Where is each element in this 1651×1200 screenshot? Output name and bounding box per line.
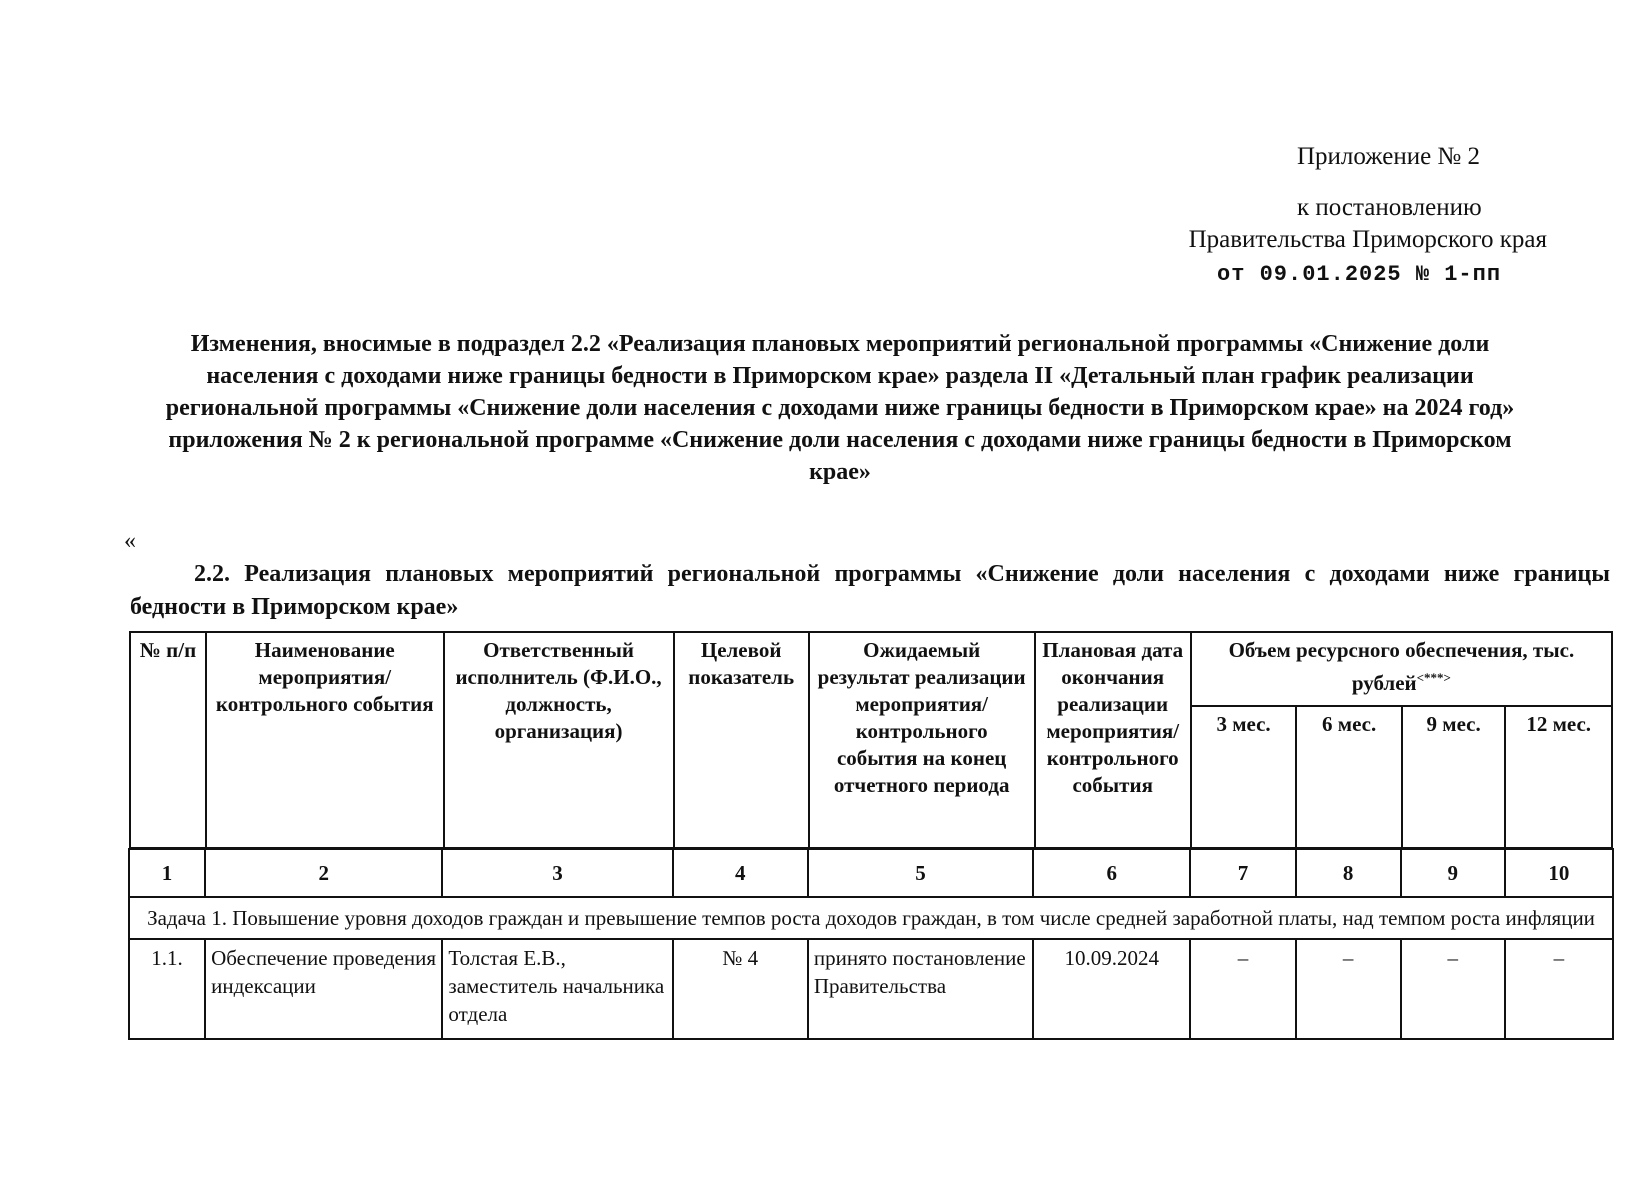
header-num: № п/п bbox=[130, 632, 206, 848]
date-number-stamp: от 09.01.2025 № 1-пп bbox=[1217, 262, 1502, 287]
header-resources bbox=[1191, 632, 1612, 706]
row-6-months: – bbox=[1296, 939, 1401, 1039]
table-row bbox=[129, 939, 1613, 1039]
header-9-months: 9 мес. bbox=[1402, 706, 1505, 848]
column-number: 4 bbox=[673, 849, 808, 897]
header-date: Плановая дата окончания реализации мероприятия/ контрольного события bbox=[1035, 632, 1191, 848]
row-name: Обеспечение проведения индексации bbox=[205, 939, 442, 1039]
resolution-label: к постановлению bbox=[1297, 194, 1482, 221]
row-target: № 4 bbox=[673, 939, 808, 1039]
document-heading: Изменения, вносимые в подраздел 2.2 «Реализация плановых мероприятий региональной программы «Снижение доли населения с доходами ниже границы бедности в Приморском крае» раздела II «Детальный план график реализации региональной программы «Снижение доли населения с доходами ниже границы бедности в Приморском крае» на 2024 год» приложения № 2 к региональной программе «Снижение доли населения с доходами ниже границы бедности в Приморском крае» bbox=[165, 331, 1515, 485]
column-number: 8 bbox=[1296, 849, 1401, 897]
header-table bbox=[129, 631, 1613, 849]
column-number: 7 bbox=[1190, 849, 1295, 897]
row-12-months: – bbox=[1505, 939, 1613, 1039]
row-num: 1.1. bbox=[129, 939, 205, 1039]
task-row: Задача 1. Повышение уровня доходов граждан и превышение темпов роста доходов граждан, в том числе средней заработной платы, над темпом роста инфляции bbox=[129, 897, 1613, 939]
row-executor: Толстая Е.В., заместитель начальника отдела bbox=[442, 939, 672, 1039]
column-number: 6 bbox=[1033, 849, 1190, 897]
header-name: Наименование мероприятия/ контрольного события bbox=[206, 632, 444, 848]
row-result: принято постановление Правительства bbox=[808, 939, 1033, 1039]
row-date: 10.09.2024 bbox=[1033, 939, 1190, 1039]
column-number-row bbox=[129, 849, 1613, 897]
row-9-months: – bbox=[1401, 939, 1505, 1039]
header-executor: Ответственный исполнитель (Ф.И.О., должность, организация) bbox=[444, 632, 674, 848]
column-number: 10 bbox=[1505, 849, 1613, 897]
column-number: 2 bbox=[205, 849, 442, 897]
appendix-label: Приложение № 2 bbox=[1297, 143, 1481, 170]
header-3-months: 3 мес. bbox=[1191, 706, 1297, 848]
header-target: Целевой показатель bbox=[674, 632, 809, 848]
row-3-months: – bbox=[1190, 939, 1295, 1039]
column-number: 9 bbox=[1401, 849, 1505, 897]
header-resources-label: Объем ресурсного обеспечения, тыс. рублей bbox=[1228, 638, 1575, 695]
header-6-months: 6 мес. bbox=[1296, 706, 1402, 848]
header-result: Ожидаемый результат реализации мероприятия/ контрольного события на конец отчетного периода bbox=[809, 632, 1035, 848]
column-number: 5 bbox=[808, 849, 1033, 897]
government-label: Правительства Приморского края bbox=[1188, 226, 1547, 253]
section-title: 2.2. Реализация плановых мероприятий региональной программы «Снижение доли населения с доходами ниже границы бедности в Приморском крае» bbox=[130, 561, 1610, 620]
footnote-mark: <***> bbox=[1416, 670, 1451, 685]
header-12-months: 12 мес. bbox=[1505, 706, 1612, 848]
open-quote: « bbox=[124, 528, 136, 554]
column-number: 1 bbox=[129, 849, 205, 897]
body-table bbox=[128, 848, 1614, 1040]
column-number: 3 bbox=[442, 849, 672, 897]
